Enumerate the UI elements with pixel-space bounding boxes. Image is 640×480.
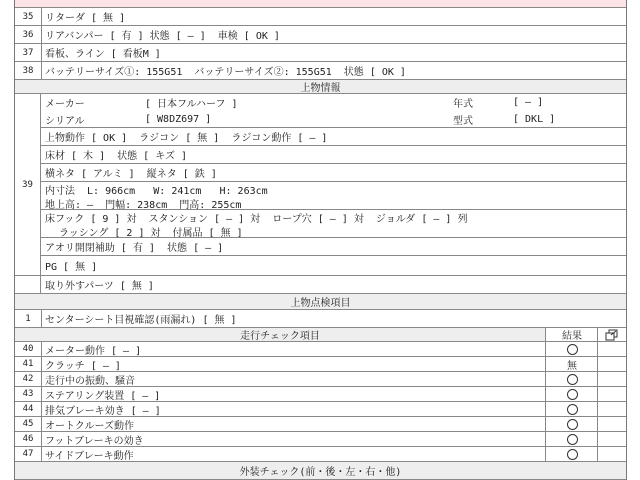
inner-dimension-text: 内寸法 L: 966cm W: 241cm H: 263cm: [45, 185, 268, 197]
section-header-drive: [15, 328, 626, 342]
row-number: 44: [15, 402, 42, 416]
section-header-inspection: 上物点検項目: [15, 294, 626, 310]
year-label: 年式: [453, 99, 473, 110]
row-number: 46: [15, 432, 42, 446]
inspection-sheet: [14, 0, 627, 480]
drive-row-44: [15, 402, 626, 417]
gate-text: アオリ開閉補助 [ 有 ] 状態 [ ― ]: [45, 243, 224, 254]
row-number: 1: [15, 310, 42, 327]
row-number: 40: [15, 342, 42, 356]
row-number: 43: [15, 387, 42, 401]
model-label: 型式: [453, 116, 473, 127]
ok-circle-icon: [567, 389, 578, 400]
drive-row-43: [15, 387, 626, 402]
maker-label: メーカー: [45, 99, 85, 110]
row-text: サイドブレーキ動作: [45, 450, 134, 462]
row-text: センターシート目視確認(雨漏れ) [ 無 ]: [45, 315, 237, 326]
section-header-exterior: 外装チェック(前・後・左・右・他): [15, 462, 626, 480]
row-number: 41: [15, 357, 42, 371]
row-number: 42: [15, 372, 42, 386]
row-text: リアバンパー [ 有 ] 状態 [ ― ] 車検 [ OK ]: [45, 31, 280, 42]
result-cell: [545, 417, 598, 431]
row-text: リターダ [ 無 ]: [45, 13, 126, 24]
cargo-parts: [41, 276, 626, 294]
ok-circle-icon: [567, 434, 578, 445]
row-number: 47: [15, 447, 42, 461]
row-text: フットブレーキの効き: [45, 435, 144, 447]
section-header-cargo: 上物情報: [15, 80, 626, 94]
partial-top-row: [15, 0, 626, 8]
floor-text: 床材 [ 木 ] 状態 [ キズ ]: [45, 151, 188, 162]
parts-text: 取り外すパーツ [ 無 ]: [45, 281, 154, 292]
result-cell: [545, 447, 598, 461]
result-text: 無: [567, 360, 577, 372]
row-text: メーター動作 [ ― ]: [45, 345, 142, 357]
drive-row-47: [15, 447, 626, 462]
model-value: [ DKL ]: [513, 114, 556, 125]
row-36: [15, 26, 626, 44]
row-number: 45: [15, 417, 42, 431]
cargo-hooks: [41, 210, 626, 238]
result-cell: [545, 402, 598, 416]
row-number-39-cont: [15, 276, 41, 294]
drive-row-40: [15, 342, 626, 357]
ok-circle-icon: [567, 374, 578, 385]
cargo-pg: [41, 256, 626, 276]
maker-value: [ 日本フルハーフ ]: [145, 99, 238, 110]
row-text: クラッチ [ ― ]: [45, 360, 121, 372]
cargo-gate: [41, 238, 626, 256]
side-cell: [597, 342, 626, 356]
result-cell: [545, 342, 598, 356]
row-text: バッテリーサイズ①: 155G51 バッテリーサイズ②: 155G51 状態 [ OK ]: [45, 67, 406, 78]
side-cell: [597, 357, 626, 371]
result-cell: [545, 372, 598, 386]
side-cell: [597, 447, 626, 461]
cargo-dimensions: [41, 182, 626, 210]
row-35: [15, 8, 626, 26]
cargo-maker-block: [41, 94, 626, 128]
cargo-floor: [41, 146, 626, 164]
drive-row-42: [15, 372, 626, 387]
ok-circle-icon: [567, 449, 578, 460]
drive-row-45: [15, 417, 626, 432]
drive-row-46: [15, 432, 626, 447]
side-cell: [597, 432, 626, 446]
result-header: 結果: [545, 328, 598, 341]
side-cell: [597, 372, 626, 386]
row-text: 走行中の振動、騒音: [45, 375, 135, 387]
row-number: 36: [15, 26, 42, 43]
ok-circle-icon: [567, 344, 578, 355]
inspection-row-1: [15, 310, 626, 328]
row-text: ステアリング装置 [ ― ]: [45, 390, 161, 402]
hook-text: 床フック [ 9 ] 対 スタンション [ ― ] 対 ロープ穴 [ ― ] 対 ジョルダ [ ― ] 列: [45, 213, 468, 225]
ground-height-text: 地上高: ― 門幅: 238cm 門高: 255cm: [45, 199, 242, 211]
row-text: 排気ブレーキ効き [ ― ]: [45, 405, 161, 417]
side-cell: [597, 402, 626, 416]
result-cell: [545, 432, 598, 446]
cargo-beam: [41, 164, 626, 182]
serial-label: シリアル: [45, 116, 85, 127]
beam-text: 横ネタ [ アルミ ] 縦ネタ [ 鉄 ]: [45, 169, 217, 180]
drive-row-41: [15, 357, 626, 372]
row-38: [15, 62, 626, 80]
year-value: [ ― ]: [513, 97, 544, 108]
row-number-39: 39: [15, 94, 41, 276]
drive-header-title: 走行チェック項目: [240, 331, 320, 342]
row-number: 38: [15, 62, 42, 79]
result-cell: [545, 357, 598, 371]
result-cell: [545, 387, 598, 401]
row-number: 35: [15, 8, 42, 25]
row-text: 看板、ライン [ 看板M ]: [45, 49, 161, 60]
row-37: [15, 44, 626, 62]
copy-icon[interactable]: [597, 328, 626, 341]
row-text: オートクルーズ動作: [45, 420, 134, 432]
cargo-operation: [41, 128, 626, 146]
lashing-text: ラッシング [ 2 ] 対 付属品 [ 無 ]: [59, 227, 243, 239]
pg-text: PG [ 無 ]: [45, 262, 98, 273]
side-cell: [597, 387, 626, 401]
row-number: 37: [15, 44, 42, 61]
serial-value: [ W8DZ697 ]: [145, 114, 212, 125]
ok-circle-icon: [567, 404, 578, 415]
operation-text: 上物動作 [ OK ] ラジコン [ 無 ] ラジコン動作 [ ― ]: [45, 133, 328, 144]
ok-circle-icon: [567, 419, 578, 430]
side-cell: [597, 417, 626, 431]
